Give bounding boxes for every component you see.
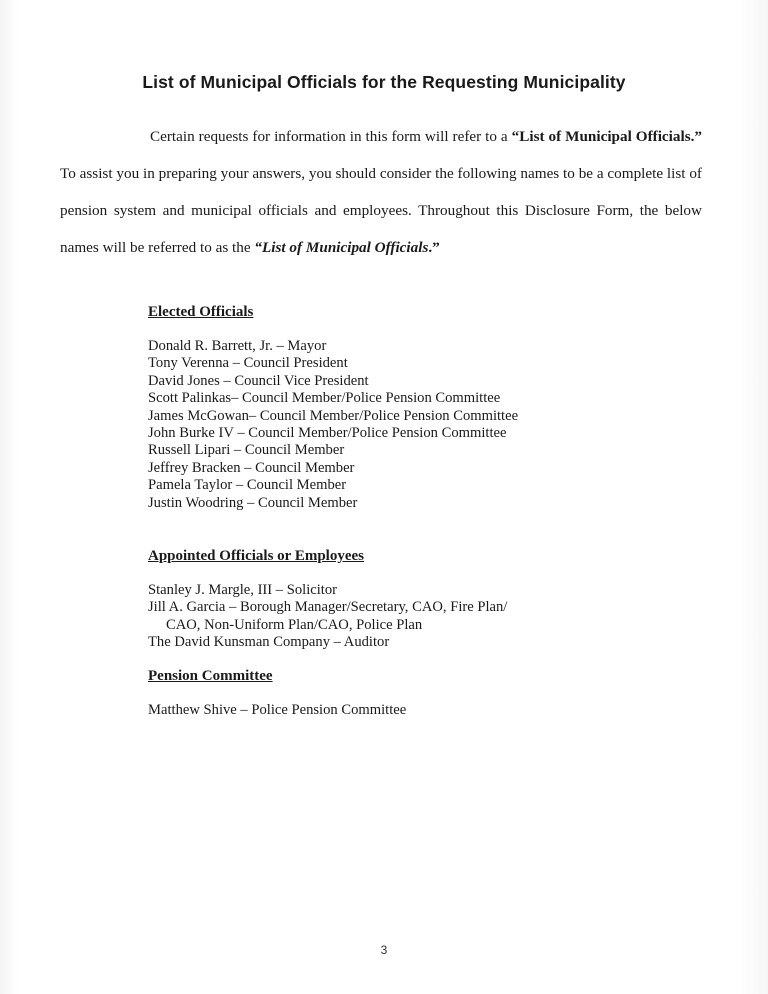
page-title: List of Municipal Officials for the Requesting Municipality [142,72,626,92]
intro-bold-phrase: “List of Municipal Officials.” [511,128,702,145]
intro-text-part1: Certain requests for information in this form will refer to a [150,128,512,145]
list-item: Pamela Taylor – Council Member [148,477,347,494]
list-item-continuation: CAO, Non-Uniform Plan/CAO, Police Plan [166,616,423,633]
intro-italic-phrase: “List of Municipal Officials [254,239,429,256]
appointed-officials-list [148,582,708,652]
list-item: Jeffrey Bracken – Council Member [148,459,355,476]
list-item: John Burke IV – Council Member/Police Pension Committee [148,425,507,442]
list-item: James McGowan– Council Member/Police Pension Committee [148,407,519,424]
list-item: Donald R. Barrett, Jr. – Mayor [148,338,327,354]
list-item: Russell Lipari – Council Member [148,442,345,459]
list-item: Matthew Shive – Police Pension Committee [148,702,407,718]
page-number: 3 [380,943,388,957]
elected-officials-section [148,304,708,512]
pension-committee-section [148,668,708,719]
list-item: David Jones – Council Vice President [148,372,369,389]
intro-paragraph [60,118,702,266]
appointed-officials-section [148,548,708,652]
intro-text-part2: To assist you in preparing your answers, you should consider the following names to be a complete list of pension system and municipal officials and employees. Throughout this Disclosure Form, the below names will be referred to as the [60,165,702,256]
list-item: Tony Verenna – Council President [148,355,348,372]
list-item: Jill A. Garcia – Borough Manager/Secretary, CAO, Fire Plan/ [148,599,508,616]
elected-officials-heading: Elected Officials [148,304,254,320]
appointed-officials-heading: Appointed Officials or Employees [148,548,364,564]
list-item: Justin Woodring – Council Member [148,494,358,511]
list-item: The David Kunsman Company – Auditor [148,634,390,651]
pension-committee-heading: Pension Committee [148,668,273,684]
list-item: Stanley J. Margle, III – Solicitor [148,582,338,598]
list-item: Scott Palinkas– Council Member/Police Pension Committee [148,390,501,407]
pension-committee-list [148,702,708,719]
elected-officials-list [148,338,708,512]
intro-text-part3: .” [428,239,440,256]
